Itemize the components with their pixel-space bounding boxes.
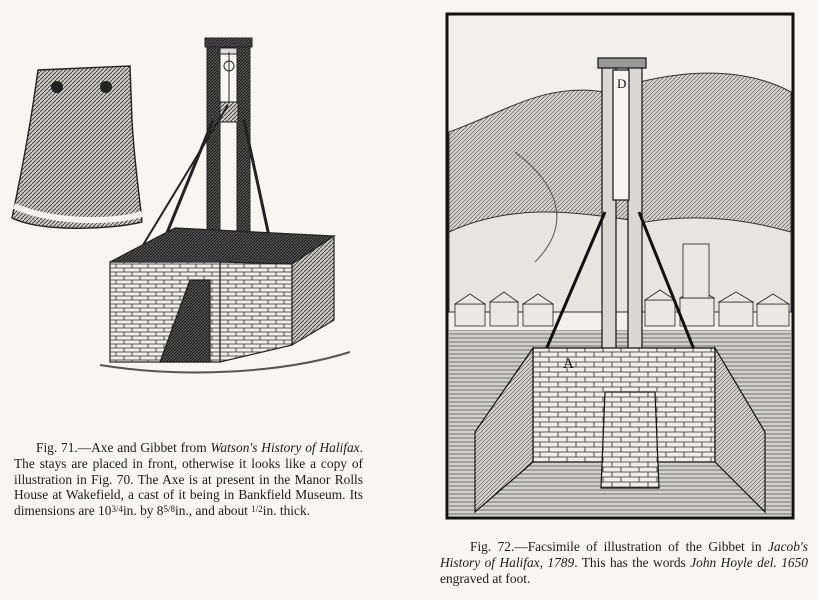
fig71-illustration	[0, 0, 380, 430]
engraving-label-d: D	[617, 76, 627, 91]
fig72-caption: Fig. 72.—Facsimile of illustration of the Gibbet in Jacob's History of Halifax, 1789. This has the words John Hoyle del. 1650 engraved at foot.	[440, 539, 808, 586]
engraving-label-a: A	[563, 356, 574, 372]
gibbet-platform	[100, 228, 350, 372]
fig71-caption: Fig. 71.—Axe and Gibbet from Watson's History of Halifax. The stays are placed in front, otherwise it looks like a copy of illustration in Fig. 70. The Axe is at present in the Manor Rolls House at Wakefield, a cast of it being in Bankfield Museum. Its dimensions are $10^{3/4}in$. by $8^{5/8}in$., and about $^{1/2}$in. thick.	[14, 440, 363, 519]
fig72-illustration	[445, 12, 795, 520]
gibbet-frame	[140, 38, 272, 250]
axe-head	[12, 66, 142, 228]
